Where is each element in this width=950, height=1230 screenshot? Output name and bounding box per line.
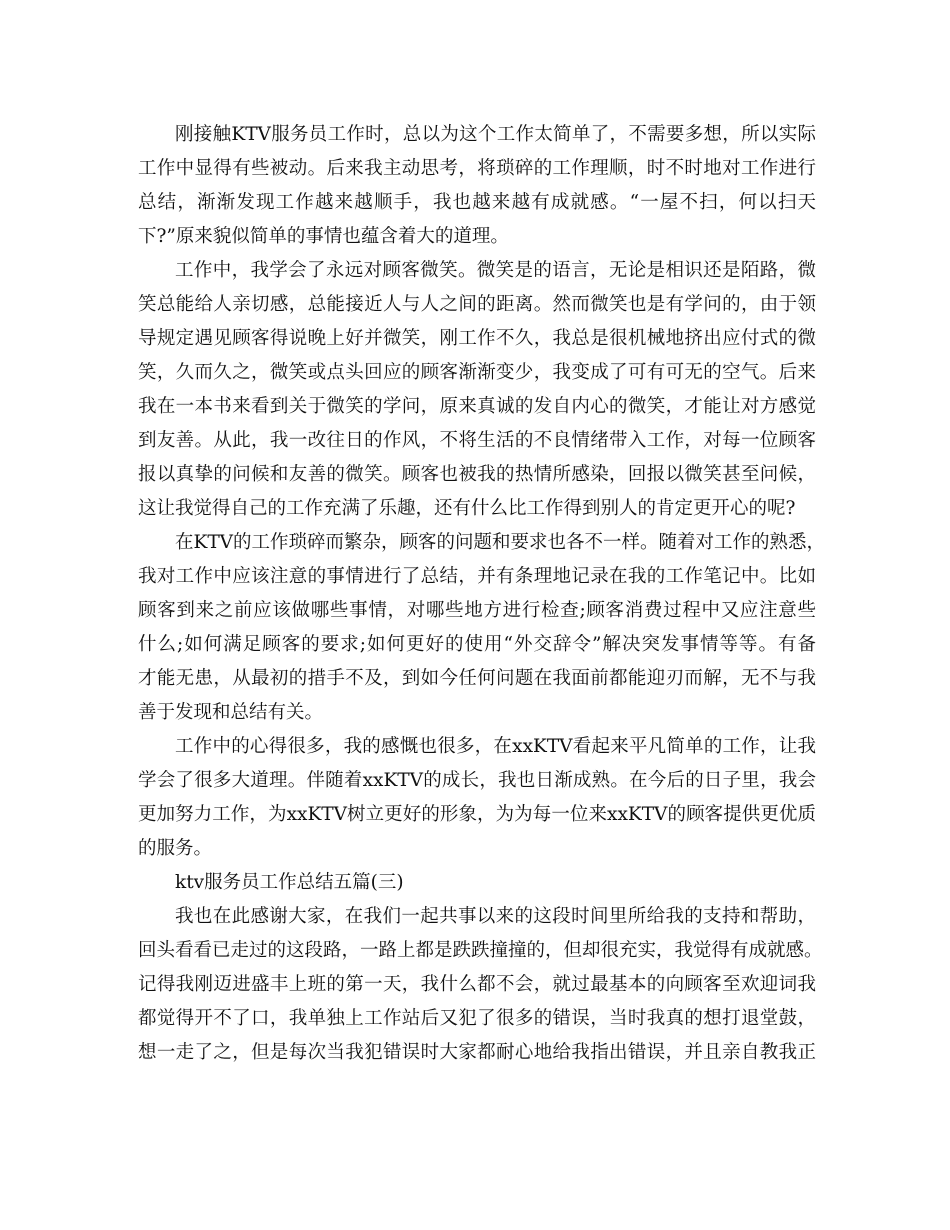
paragraph: [138, 254, 816, 526]
paragraph: [138, 730, 816, 866]
text-line: 顾客到来之前应该做哪些事情，对哪些地方进行检查;顾客消费过程中又应注意些: [138, 600, 816, 621]
text-line: 善于发现和总结有关。: [138, 702, 324, 723]
paragraph: [138, 526, 826, 730]
text-line: 笑，久而久之，微笑或点头回应的顾客渐渐变少，我变成了可有可无的空气。后来: [138, 362, 816, 383]
text-line: 到友善。从此，我一改往日的作风，不将生活的不良情绪带入工作，对每一位顾客: [138, 430, 816, 451]
text-line: 工作中显得有些被动。后来我主动思考，将琐碎的工作理顺，时不时地对工作进行: [138, 158, 816, 179]
text-line: 总结，渐渐发现工作越来越顺手，我也越来越有成就感。“一屋不扫，何以扫天: [138, 192, 816, 213]
paragraph: [138, 118, 816, 254]
text-line: 回头看看已走过的这段路，一路上都是跌跌撞撞的，但却很充实，我觉得有成就感。: [138, 940, 823, 961]
text-line: 报以真挚的问候和友善的微笑。顾客也被我的热情所感染，回报以微笑甚至问候，: [138, 464, 816, 485]
text-line: 在KTV的工作琐碎而繁杂，顾客的问题和要求也各不一样。随着对工作的熟悉，: [175, 532, 826, 553]
text-line: 想一走了之，但是每次当我犯错误时大家都耐心地给我指出错误，并且亲自教我正: [138, 1042, 816, 1063]
text-line: 更加努力工作，为xxKTV树立更好的形象，为为每一位来xxKTV的顾客提供更优质: [138, 804, 816, 825]
document-body: [138, 118, 826, 1070]
text-line: 工作中，我学会了永远对顾客微笑。微笑是的语言，无论是相识还是陌路，微: [175, 260, 816, 281]
section-heading: [138, 866, 816, 900]
text-line: 记得我刚迈进盛丰上班的第一天，我什么都不会，就过最基本的向顾客至欢迎词我: [138, 974, 816, 995]
text-line: 工作中的心得很多，我的感慨也很多，在xxKTV看起来平凡简单的工作，让我: [175, 736, 816, 757]
heading-text: ktv服务员工作总结五篇(三): [175, 872, 404, 893]
text-line: 才能无患，从最初的措手不及，到如今任何问题在我面前都能迎刃而解，无不与我: [138, 668, 816, 689]
text-line: 下?”原来貌似简单的事情也蕴含着大的道理。: [138, 226, 509, 247]
text-line: 的服务。: [138, 838, 213, 859]
text-line: 这让我觉得自己的工作充满了乐趣，还有什么比工作得到别人的肯定更开心的呢?: [138, 498, 796, 519]
paragraph: [138, 900, 823, 1070]
text-line: 什么;如何满足顾客的要求;如何更好的使用“外交辞令”解决突发事情等等。有备: [138, 634, 816, 655]
text-line: 笑总能给人亲切感，总能接近人与人之间的距离。然而微笑也是有学问的，由于领: [138, 294, 816, 315]
text-line: 我对工作中应该注意的事情进行了总结，并有条理地记录在我的工作笔记中。比如: [138, 566, 816, 587]
text-line: 我也在此感谢大家，在我们一起共事以来的这段时间里所给我的支持和帮助，: [175, 906, 816, 927]
text-line: 学会了很多大道理。伴随着xxKTV的成长，我也日渐成熟。在今后的日子里，我会: [138, 770, 816, 791]
text-line: 刚接触KTV服务员工作时，总以为这个工作太简单了，不需要多想，所以实际: [175, 124, 816, 145]
text-line: 导规定遇见顾客得说晚上好并微笑，刚工作不久，我总是很机械地挤出应付式的微: [138, 328, 816, 349]
text-line: 我在一本书来看到关于微笑的学问，原来真诚的发自内心的微笑，才能让对方感觉: [138, 396, 816, 417]
text-line: 都觉得开不了口，我单独上工作站后又犯了很多的错误，当时我真的想打退堂鼓，: [138, 1008, 816, 1029]
